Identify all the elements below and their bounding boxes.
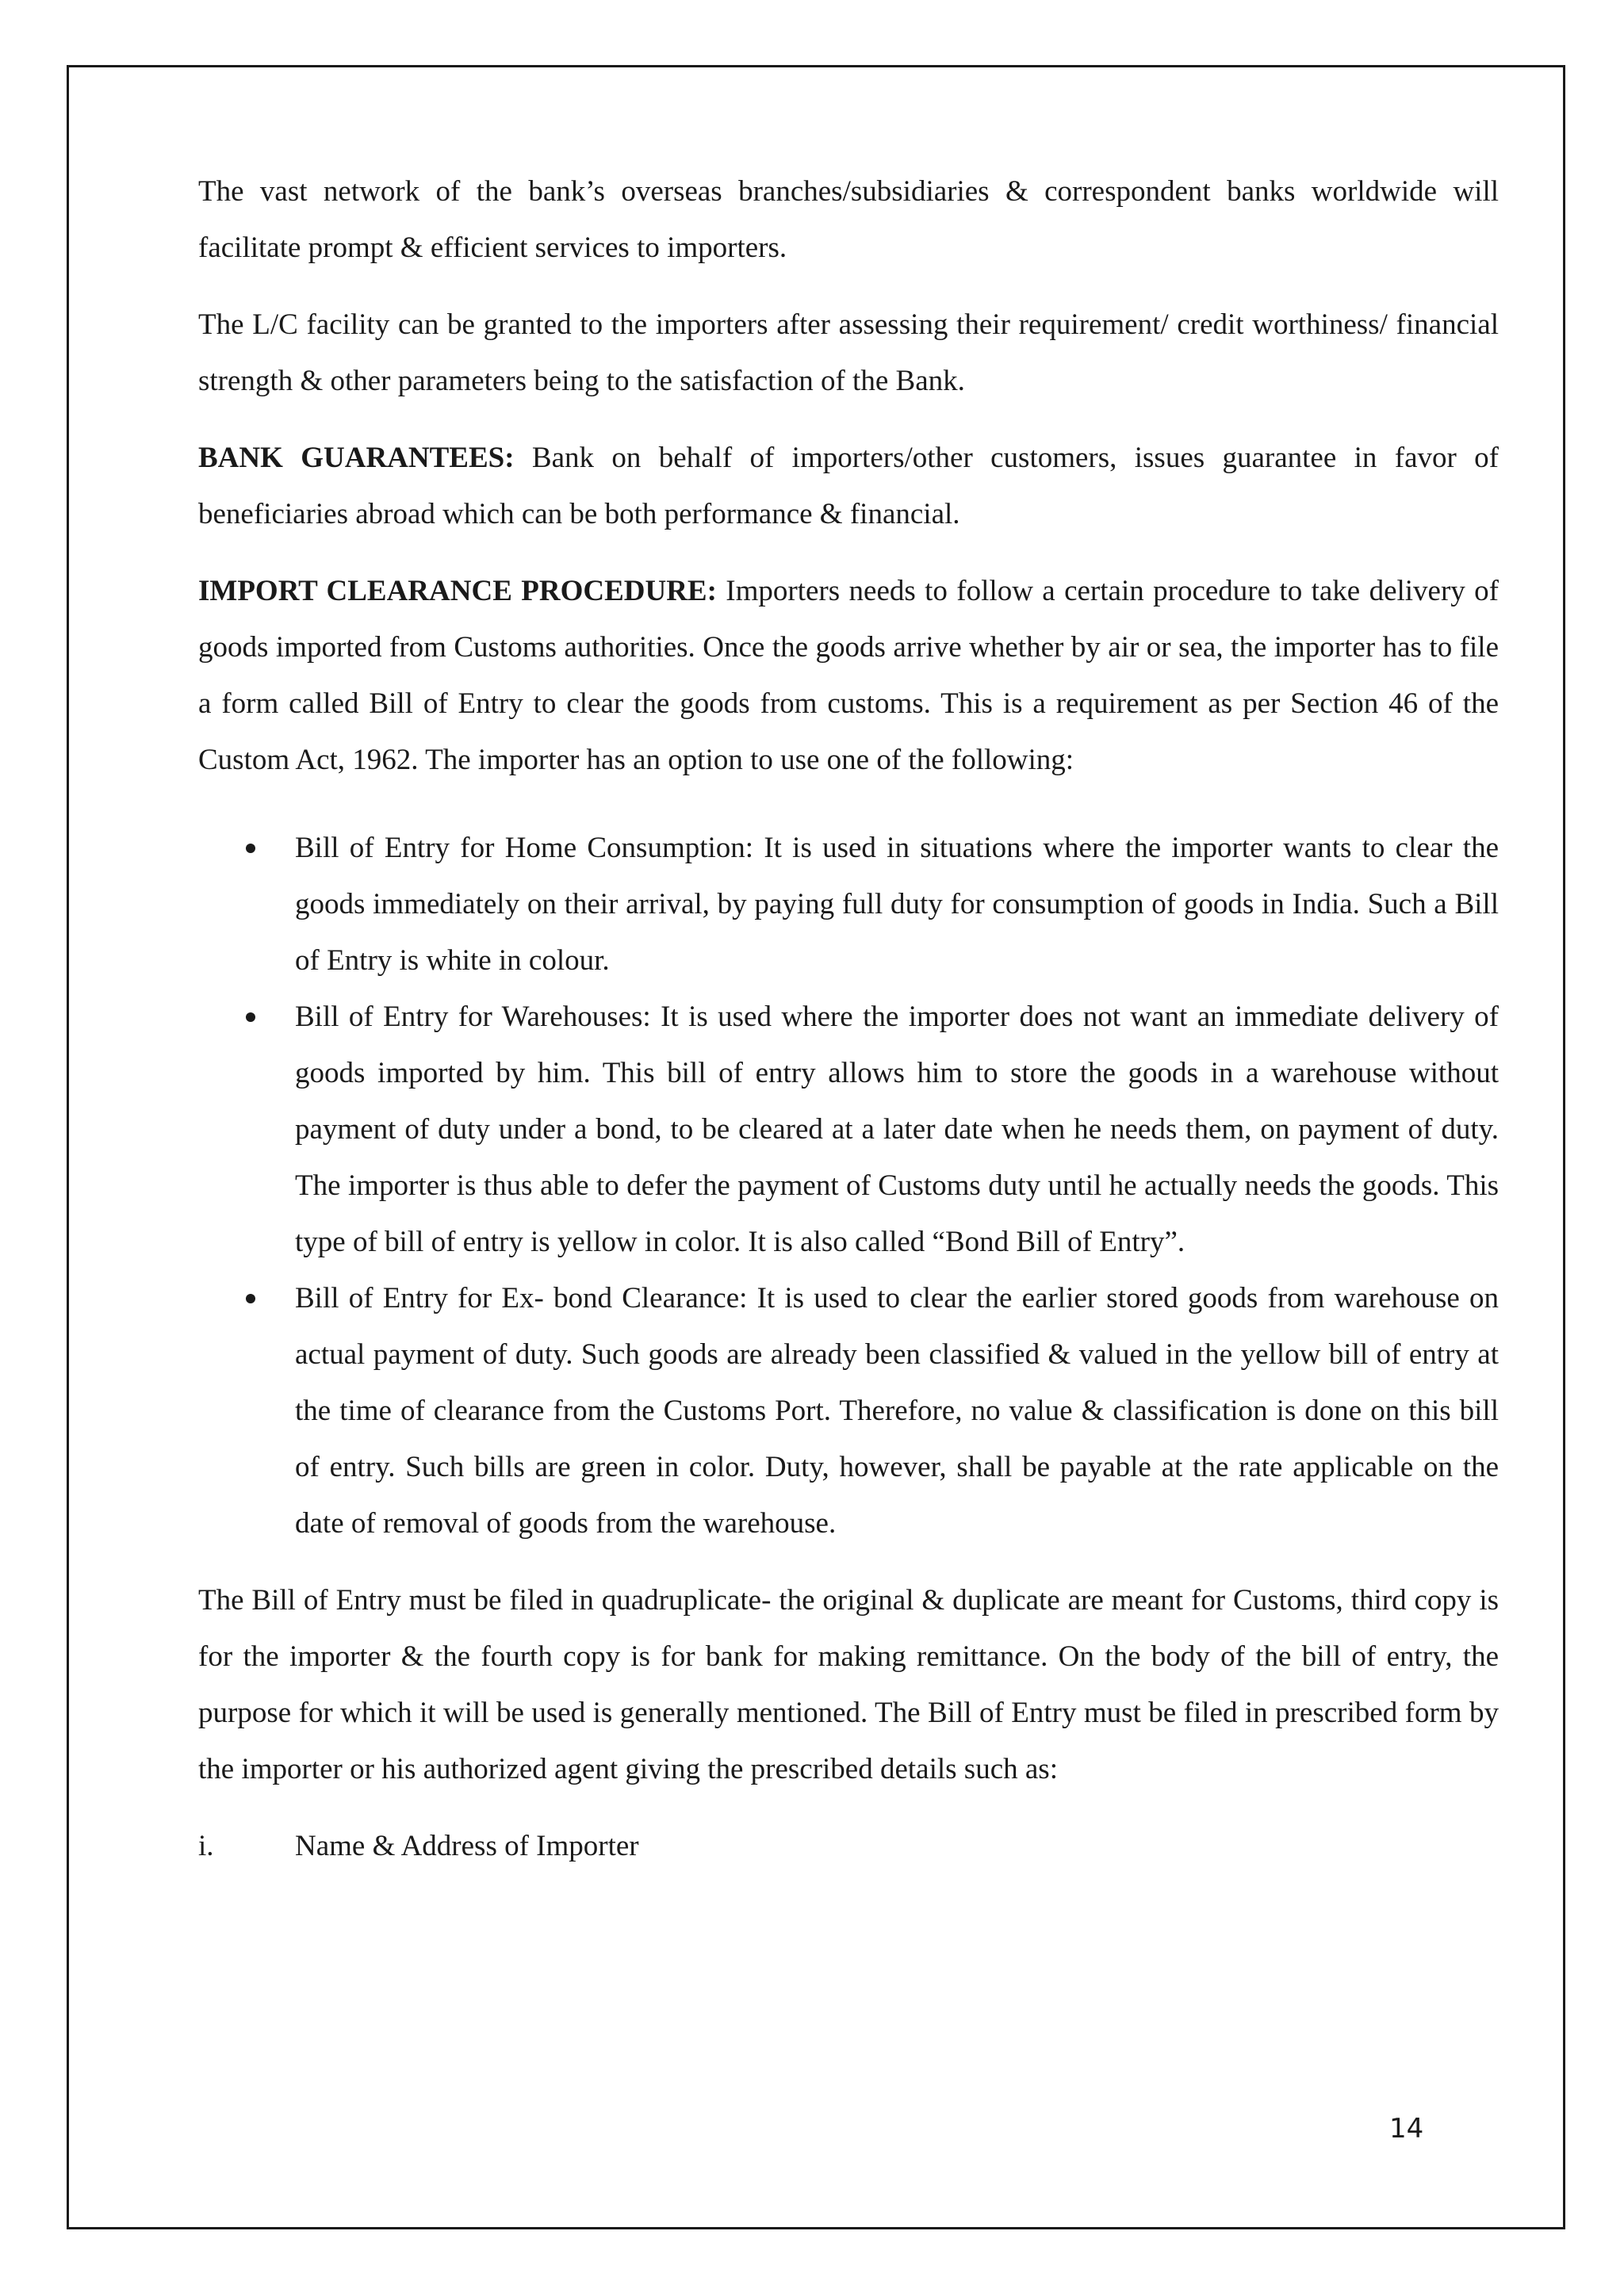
list-item-warehouses	[198, 989, 1499, 1270]
list-marker: i.	[198, 1830, 214, 1862]
bullet-icon	[246, 1294, 255, 1303]
list-item-text: Name & Address of Importer	[295, 1830, 639, 1862]
text-bank-guarantees: Bank on behalf of importers/other customers, issues guarantee in favor of beneficiaries abroad which can be both performance & financial.	[198, 442, 1499, 530]
heading-import-clearance: IMPORT CLEARANCE PROCEDURE:	[198, 575, 717, 607]
text-import-clearance: Importers needs to follow a certain procedure to take delivery of goods imported from Customs authorities. Once the goods arrive whether by air or sea, the importer has to file a form called Bill of Entry to clear the goods from customs. This is a requirement as per Section 46 of the Custom Act, 1962. The importer has an option to use one of the following:	[198, 575, 1500, 776]
heading-bank-guarantees: BANK GUARANTEES:	[198, 442, 515, 474]
paragraph-bank-guarantees	[198, 430, 1499, 542]
paragraph-overseas-network: The vast network of the bank’s overseas branches/subsidiaries & correspondent banks worldwide will facilitate prompt & efficient services to importers.	[198, 175, 1499, 264]
paragraph-lc-facility: The L/C facility can be granted to the importers after assessing their requirement/ credit worthiness/ financial strength & other parameters being to the satisfaction of the Bank.	[198, 308, 1499, 397]
list-item-home-consumption	[198, 820, 1499, 989]
document-body	[198, 163, 1499, 1874]
page-number: 14	[1389, 2113, 1424, 2145]
bullet-icon	[246, 1012, 255, 1022]
bill-of-entry-types-list	[198, 820, 1499, 1552]
list-item-text: Bill of Entry for Ex- bond Clearance: It is used to clear the earlier stored goods from warehouse on actual payment of duty. Such goods are already been classified & valued in the yellow bill of entry at the time of clearance from the Customs Port. Therefore, no value & classification is done on this bill of entry. Such bills are green in color. Duty, however, shall be payable at the rate applicable on the date of removal of goods from the warehouse.	[295, 1282, 1499, 1540]
numbered-list-item	[198, 1818, 1499, 1874]
list-item-ex-bond-clearance	[198, 1270, 1499, 1552]
bullet-icon	[246, 844, 255, 853]
list-item-text: Bill of Entry for Home Consumption: It is used in situations where the importer wants to clear the goods immediately on their arrival, by paying full duty for consumption of goods in India. Such a Bill of Entry is white in colour.	[295, 832, 1499, 977]
paragraph-quadruplicate: The Bill of Entry must be filed in quadruplicate- the original & duplicate are meant for Customs, third copy is for the importer & the fourth copy is for bank for making remittance. On the body of the bill of entry, the purpose for which it will be used is generally mentioned. The Bill of Entry must be filed in prescribed form by the importer or his authorized agent giving the prescribed details such as:	[198, 1584, 1499, 1785]
paragraph-import-clearance	[198, 563, 1499, 788]
list-item-text: Bill of Entry for Warehouses: It is used where the importer does not want an immediate delivery of goods imported by him. This bill of entry allows him to store the goods in a warehouse without payment of duty under a bond, to be cleared at a later date when he needs them, on payment of duty. The importer is thus able to defer the payment of Customs duty until he actually needs the goods. This type of bill of entry is yellow in color. It is also called “Bond Bill of Entry”.	[295, 1001, 1499, 1258]
